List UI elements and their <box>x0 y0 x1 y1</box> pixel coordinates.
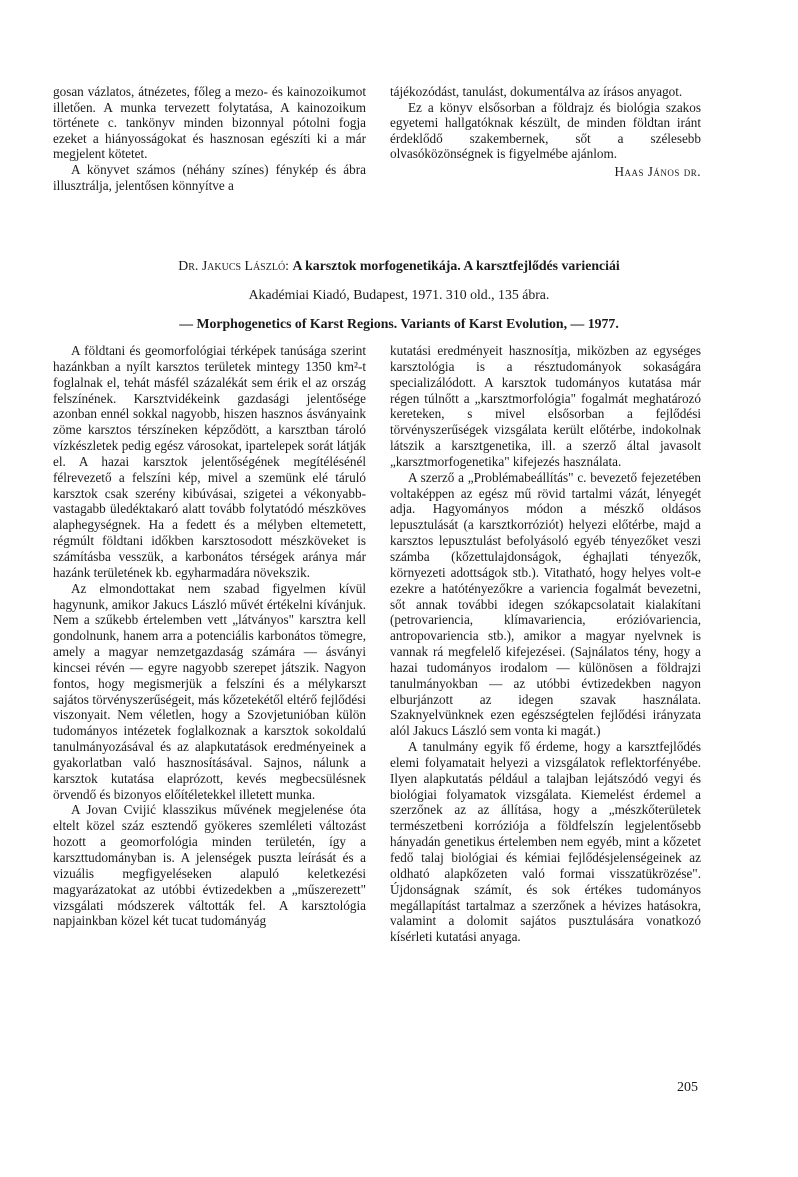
paragraph: gosan vázlatos, átnézetes, főleg a mezo- és kainozoikumot illetően. A munka tervezett folytatása, A kainozoikum története c. tankönyv minden bizonnyal pótolni fogja ezeket a hiányosságokat és hasznosan egészíti ki a már megjelent kötetet. <box>53 84 366 162</box>
paragraph: A tanulmány egyik fő érdeme, hogy a karsztfejlődés elemi folyamatait helyezi a vizsgálatok reflektorfényébe. Ilyen alapkutatás például a talajban lejátszódó vegyi és biológiai folyamatok vizsgálata. Kiemelést érdemel a szerzőnek az az állítása, hogy a „mészkőterületek természetbeni korróziója a földfelszín legjelentősebb hányadán genetikus értelemben nem egyéb, mint a kőzetet fedő talaj biológiai és kémiai fejlődésjelenségeinek az oldható alapkőzeten való formai visszatükrözése". Újdonságnak számít, és sok értékes tudományos megállapítást tartalmaz a szerzőnek a hévizes hatásokra, valamint a dolomit sajátos pusztulására vonatkozó kísérleti kutatási anyaga. <box>390 739 701 945</box>
publisher-line: Akadémiai Kiadó, Budapest, 1971. 310 old., 135 ábra. <box>248 287 550 302</box>
paragraph: tájékozódást, tanulást, dokumentálva az írásos anyagot. <box>390 84 683 99</box>
paragraph: Az elmondottakat nem szabad figyelmen kívül hagynunk, amikor Jakucs László művét értékelni kívánjuk. Nem a szűkebb értelemben vett „látványos" karsztra kell gondolnunk, hanem arra a potenciális karbonátos tömegre, amely a magyar nemzetgazdaság számára — ásványi kincsei révén — egyre nagyobb szerepet játszik. Nagyon fontos, hogy megismerjük a felszíni és a mélykarszt sajátos törvényszerűségeit, más kőzetekétől eltérő fejlődési viszonyait. Nem véletlen, hogy a Szovjetunióban külön tudományos intézetek foglalkoznak a karsztok sokoldalú tanulmányozásával és az alapkutatások eredményeinek a gyakorlatban való hasznosításával. Sajnos, nálunk a karsztok kutatása elaprózott, kevés megbecsülésnek örvendő és bizonyos előítéletekkel illetett munka. <box>53 580 366 802</box>
review-title-line <box>0 255 798 277</box>
body-right-column <box>390 343 701 945</box>
paragraph: Ez a könyv elsősorban a földrajz és biológia szakos egyetemi hallgatóknak készült, de minden földtan iránt érdeklődő szakembernek, sőt a szélesebb olvasóközönségnek is figyelmébe ajánlom. <box>390 99 701 162</box>
paragraph: kutatási eredményeit hasznosítja, miközben az egységes karsztológia is a résztudományok sokaságára specializálódott. A karsztok tudományos kutatása már régen túlnőtt a „karsztmorfológia" fogalmát meghatározó kereteken, s mivel elsősorban a fejlődési törvényszerűségek vizsgálata került előtérbe, indokolnak látszik a karsztgenetika, ill. a szerző által javasolt „karsztmorfogenetika" kifejezés használata. <box>390 343 701 469</box>
top-right-column <box>390 84 701 180</box>
paragraph: A Jovan Cvijić klasszikus művének megjelenése óta eltelt közel száz esztendő gyökeres szemléleti változást hozott a geomorfológia minden területén, így a karszttudományban is. A jelenségek puszta leírását és a vizuális megfigyeléseken alapuló keletkezési magyarázatokat az utóbbi évtizedekben a „műszerezett" vizsgálati módszerek váltották fel. A karsztológia napjainkban közel két tucat tudományág <box>53 802 366 929</box>
paragraph: A könyvet számos (néhány színes) fénykép és ábra illusztrálja, jelentősen könnyítve a <box>53 161 366 193</box>
book-title: A karsztok morfogenetikája. A karsztfejlődés varienciái <box>292 258 620 273</box>
english-title: — Morphogenetics of Karst Regions. Variants of Karst Evolution, — 1977. <box>179 316 619 331</box>
author-name: Dr. Jakucs László: <box>178 258 290 273</box>
top-left-column <box>53 84 366 193</box>
page-number: 205 <box>677 1080 698 1095</box>
reviewer-signature: Haas János dr. <box>614 163 701 179</box>
review-heading <box>0 255 798 342</box>
paragraph: A szerző a „Problémabeállítás" c. bevezető fejezetében voltaképpen az egész mű rövid tartalmi vázát, lényegét adja. Hagyományos módon a mészkő oldásos lepusztulását (a karsztkorróziót) helyezi előtérbe, majd a karsztos lepusztulást befolyásoló egyéb tényezőket veszi számba (kőzettulajdonságok, éghajlati tényezők, környezeti adottságok stb.). Vitatható, hogy helyes volt-e ezekre a hatótényezőkre a variencia fogalmát bevezetni, sőt annak további idegen szókapcsolatait kialakítani (petrovariencia, klímavariencia, erózióvariencia, antropovariencia stb.), amikor a magyar nyelvnek is vannak rá megfelelő kifejezései. (Sajnálatos tény, hogy a hazai tudományos irodalom — különösen a földrajzi tanulmányokban — az utóbbi évtizedekben nagyon elburjánzott az idegen szavak használata. Szaknyelvünknek ezen egészségtelen fejlődési irányzata alól Jakucs László sem vonta ki magát.) <box>390 469 701 739</box>
body-left-column <box>53 343 366 929</box>
paragraph: A földtani és geomorfológiai térképek tanúsága szerint hazánkban a nyílt karsztos területek mintegy 1350 km²-t foglalnak el, tehát másfél százalékát sem érik el az ország felszínének. Karsztvidékeink gazdasági jelentősége azonban ennél sokkal nagyobb, hiszen hasznos ásványaink zöme karsztos térszíneken képződött, a karsztban tároló vízkészletek pedig egész városokat, ipartelepek sorát látják el. A hazai karsztok jelentőségének megítélésénél félrevezető a felszíni kép, mivel a szemünk elé táruló karsztok csak szerény kibúvásai, szigetei a vékonyabb-vastagabb üledéktakaró alatt tovább folytatódó mészköves alaphegységnek. Ha a fedett és a mélyben eltemetett, régmúlt földtani időkben karsztosodott mészköveket is számításba vesszük, a karbonátos térségek aránya már hazánk területének kb. egyharmadára növekszik. <box>53 343 366 580</box>
